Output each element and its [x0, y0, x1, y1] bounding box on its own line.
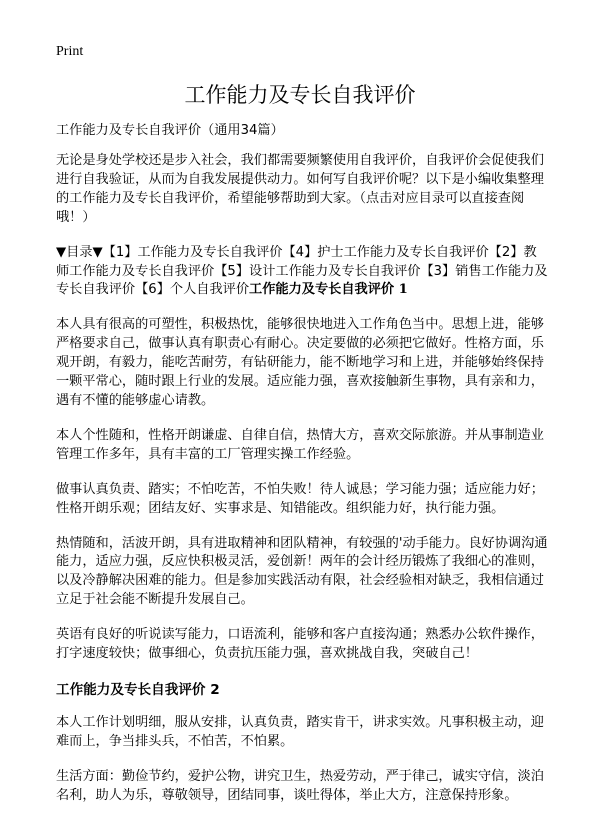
section1-paragraph: 本人具有很高的可塑性，积极热忱，能够很快地进入工作角色当中。思想上进，能够严格要求自己，做事认真有职责心有耐心。决定要做的必须把它做好。性格方面，乐观开朗，有毅力，能吃苦耐劳，有钻研能力，能不断地学习和上进，并能够始终保持一颗平常心，随时跟上行业的发展。适应能力强，喜欢接触新生事物，具有亲和力，遇有不懂的能够虚心请教。 [56, 317, 544, 408]
table-of-contents[interactable] [56, 244, 548, 301]
section1-paragraph: 做事认真负责、踏实；不怕吃苦，不怕失败！待人诚恳；学习能力强；适应能力好；性格开朗乐观；团结友好、实事求是、知错能改。组织能力好，执行能力强。 [56, 481, 544, 516]
section1-paragraph: 英语有良好的听说读写能力，口语流利，能够和客户直接沟通；熟悉办公软件操作，打字速度较快；做事细心，负责抗压能力强，喜欢挑战自我，突破自己！ [56, 627, 544, 662]
article-body [56, 121, 548, 822]
print-link[interactable]: Print [56, 44, 84, 59]
article-subtitle: 工作能力及专长自我评价（通用34篇） [56, 123, 284, 138]
section2-paragraph: 本人工作计划明细，服从安排，认真负责，踏实肯干，讲求实效。凡事积极主动，迎难而上，争当排头兵，不怕苦，不怕累。 [56, 714, 544, 749]
section2-heading: 工作能力及专长自我评价 2 [56, 681, 220, 698]
section2-paragraph: 生活方面：勤俭节约，爱护公物，讲究卫生，热爱劳动，严于律己，诚实守信，淡泊名利，助人为乐，尊敬领导，团结同事，谈吐得体，举止大方，注意保持形象。 [56, 768, 544, 803]
intro-paragraph: 无论是身处学校还是步入社会，我们都需要频繁使用自我评价，自我评价会促使我们进行自我验证，从而为自我发展提供动力。如何写自我评价呢？以下是小编收集整理的工作能力及专长自我评价，希望能够帮助到大家。（点击对应目录可以直接查阅哦！） [56, 153, 544, 225]
section1-paragraph: 本人个性随和，性格开朗谦虚、自律自信，热情大方，喜欢交际旅游。并从事制造业管理工作多年，具有丰富的工厂管理实操工作经验。 [56, 427, 544, 462]
page-title: 工作能力及专长自我评价 [184, 83, 416, 107]
section1-heading: 工作能力及专长自我评价 1 [249, 282, 408, 298]
toc-links[interactable]: ▼目录▼【1】工作能力及专长自我评价【4】护士工作能力及专长自我评价【2】教师工作能力及专长自我评价【5】设计工作能力及专长自我评价【3】销售工作能力及专长自我评价【6】个人自我评价 [56, 244, 548, 298]
section1-paragraph: 热情随和，活波开朗，具有进取精神和团队精神，有较强的'动手能力。良好协调沟通能力，适应力强，反应快积极灵活，爱创新！两年的会计经历锻炼了我细心的准则，以及冷静解决困难的能力。但是参加实践活动有限，社会经验相对缺乏，我相信通过立足于社会能不断提升发展自己。 [56, 535, 548, 608]
